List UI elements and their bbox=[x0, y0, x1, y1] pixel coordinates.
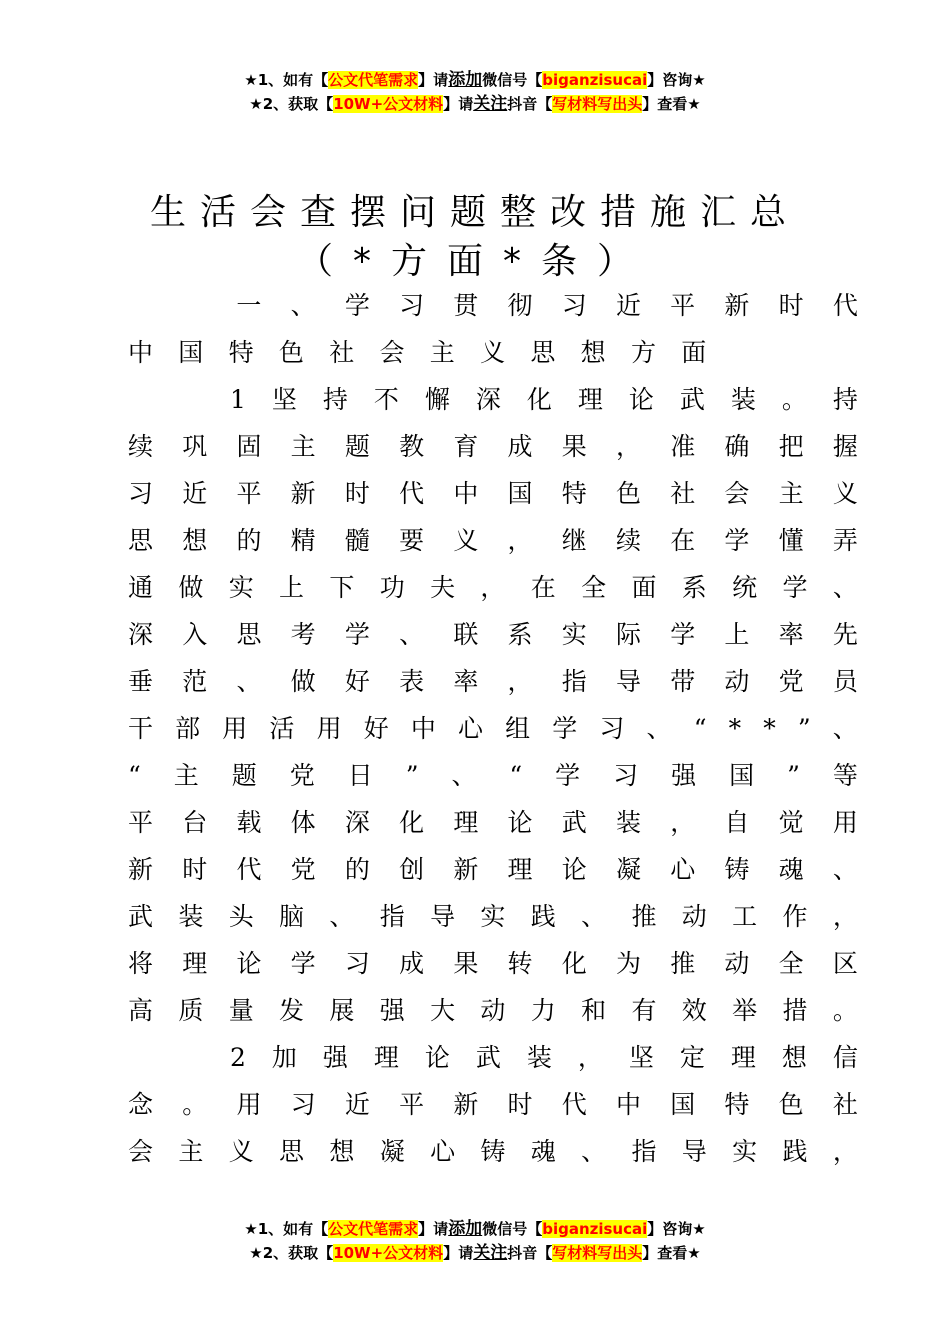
banner-line-1 bbox=[0, 1217, 950, 1241]
banner-text: 抖音【 bbox=[507, 1244, 553, 1262]
body-line: 武 装 头 脑 、 指 导 实 践 、 推 动 工 作 ， bbox=[128, 902, 858, 931]
banner-line-1 bbox=[0, 68, 950, 92]
body-line: 深 入 思 考 学 、 联 系 实 际 学 上 率 先 bbox=[128, 620, 858, 649]
banner-text: 】查看★ bbox=[642, 95, 701, 113]
banner-highlight: biganzisucai bbox=[542, 71, 648, 89]
body-line: 新 时 代 党 的 创 新 理 论 凝 心 铸 魂 、 bbox=[128, 855, 858, 884]
body-line: 高 质 量 发 展 强 大 动 力 和 有 效 举 措 。 bbox=[128, 996, 858, 1025]
header-banner bbox=[0, 68, 950, 116]
banner-underlined: 添加 bbox=[448, 1219, 483, 1239]
banner-text: 】请 bbox=[418, 1220, 449, 1238]
banner-text: 】请 bbox=[443, 95, 474, 113]
banner-highlight: 写材料写出头 bbox=[552, 95, 643, 113]
body-line: 中 国 特 色 社 会 主 义 思 想 方 面 bbox=[128, 338, 707, 367]
body-line: 思 想 的 精 髓 要 义 ， 继 续 在 学 懂 弄 bbox=[128, 526, 858, 555]
document-body bbox=[128, 282, 858, 1175]
banner-text: ★2、获取【 bbox=[249, 95, 334, 113]
banner-highlight: 公文代笔需求 bbox=[328, 1220, 419, 1238]
banner-text: 】请 bbox=[443, 1244, 474, 1262]
banner-underlined: 关注 bbox=[473, 1243, 508, 1263]
banner-text: ★2、获取【 bbox=[249, 1244, 334, 1262]
banner-text: 微信号【 bbox=[482, 1220, 543, 1238]
banner-text: 】咨询★ bbox=[647, 1220, 706, 1238]
banner-line-2 bbox=[0, 92, 950, 116]
banner-text: 】咨询★ bbox=[647, 71, 706, 89]
banner-underlined: 添加 bbox=[448, 70, 483, 90]
document-subtitle: （*方面*条） bbox=[296, 241, 653, 282]
banner-highlight: 10W+公文材料 bbox=[333, 1244, 444, 1262]
body-line: 续 巩 固 主 题 教 育 成 果 ， 准 确 把 握 bbox=[128, 432, 858, 461]
banner-text: 】查看★ bbox=[642, 1244, 701, 1262]
body-line: 一 、 学 习 贯 彻 习 近 平 新 时 代 bbox=[236, 291, 858, 320]
body-line: 会 主 义 思 想 凝 心 铸 魂 、 指 导 实 践 ， bbox=[128, 1137, 858, 1166]
body-line: 平 台 载 体 深 化 理 论 武 装 ， 自 觉 用 bbox=[128, 808, 858, 837]
banner-highlight: biganzisucai bbox=[542, 1220, 648, 1238]
footer-banner bbox=[0, 1217, 950, 1265]
banner-line-2 bbox=[0, 1241, 950, 1265]
body-line: 2 加 强 理 论 武 装 ， 坚 定 理 想 信 bbox=[229, 1043, 858, 1072]
body-line: “ 主 题 党 日 ” 、 “ 学 习 强 国 ” 等 bbox=[128, 761, 858, 790]
banner-highlight: 10W+公文材料 bbox=[333, 95, 444, 113]
banner-highlight: 写材料写出头 bbox=[552, 1244, 643, 1262]
banner-text: 】请 bbox=[418, 71, 449, 89]
banner-text: 抖音【 bbox=[507, 95, 553, 113]
banner-underlined: 关注 bbox=[473, 94, 508, 114]
banner-text: ★1、如有【 bbox=[244, 1220, 329, 1238]
banner-text: 微信号【 bbox=[482, 71, 543, 89]
body-line: 习 近 平 新 时 代 中 国 特 色 社 会 主 义 bbox=[128, 479, 858, 508]
body-line: 将 理 论 学 习 成 果 转 化 为 推 动 全 区 bbox=[128, 949, 858, 978]
body-line: 念 。 用 习 近 平 新 时 代 中 国 特 色 社 bbox=[128, 1090, 858, 1119]
body-line: 干 部 用 活 用 好 中 心 组 学 习 、 “ * * ” 、 bbox=[128, 714, 858, 743]
body-line: 通 做 实 上 下 功 夫 ， 在 全 面 系 统 学 、 bbox=[128, 573, 858, 602]
document-title: 生活会查摆问题整改措施汇总 bbox=[149, 192, 800, 233]
banner-text: ★1、如有【 bbox=[244, 71, 329, 89]
banner-highlight: 公文代笔需求 bbox=[328, 71, 419, 89]
body-line: 垂 范 、 做 好 表 率 ， 指 导 带 动 党 员 bbox=[128, 667, 858, 696]
body-line: 1 坚 持 不 懈 深 化 理 论 武 装 。 持 bbox=[229, 385, 858, 414]
